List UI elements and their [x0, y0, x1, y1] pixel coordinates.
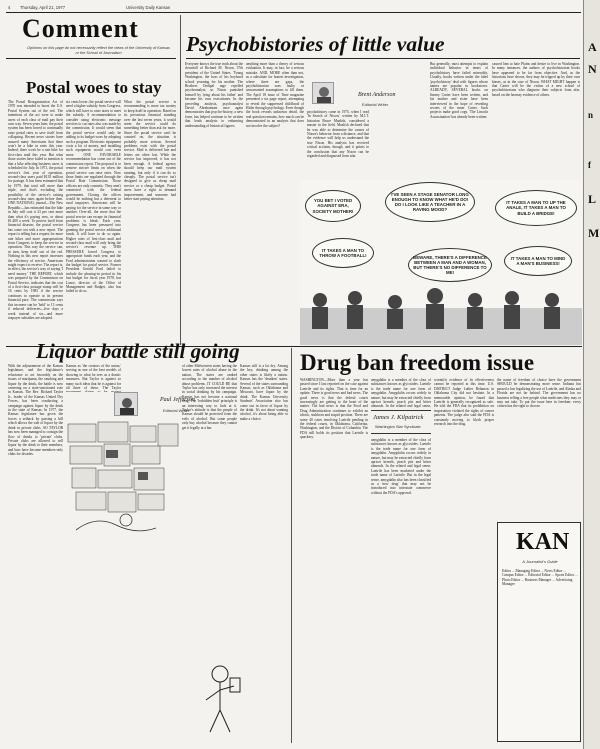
liquor-column-4: Kansas still is a lot dry. Among the key, drinking among the other states is likely a nation. Kansas has the 'drunken' states. Several of the states surrounding Kansas, such as Oklahoma and Missouri, have liquor by the drink. The Kansas University Students' Association also has come out in favor of liquor by the drink. It's not about wanting alcohol, it's about being able to make a choice. [240, 364, 288, 421]
speech-bubble-3: IT TAKES A MAN TO UP THE ANALE, IT TAKES A MAN TO BUILD A BRIDGE! [495, 190, 577, 226]
speech-bubble-4: IT TAKES A MAN TO THROW A FOOTBALL! [312, 238, 374, 268]
liquor-map-cartoon [66, 420, 180, 540]
editorial-cartoon [300, 180, 582, 345]
issue-date: Thursday, April 21, 1977 [20, 5, 66, 10]
psycho-column-1: Everyone knows the true truth about the downfall of Richard M. Nixon, 37th president of the United States. 'Young Washington, the boss of his boyhood school yearning for his mother. The Brothers Oedipal rage repelled psychoanalyst, so Nixon punished himself by lying about his father' and became his own executioner. In the preceding analysis, psychoanalyst David Abrahamsen once again demonstrates that psycho-history, a new form, has helped continue to be written that leads analysts to enhancing understanding of historical figures. [185, 62, 243, 128]
liquor-byline-name: Paul Jefferson [160, 397, 195, 403]
sliver-letter-3: n [588, 110, 594, 120]
drug-headline: Drug ban freedom issue [300, 350, 535, 375]
author-portrait [312, 82, 334, 104]
liquor-column-2: Kansas as 'the creators of the union,' serving as one of the best models of showing to what he sees as a drastic measures. But Taylor is against so many such ideas that he is against for all three of these. The Taylor [66, 364, 121, 391]
sliver-letter-2: N [588, 62, 597, 76]
page-number: 4 [8, 5, 11, 10]
speech-bubble-6: IT TAKES A MAN TO MIND A MAN'S BUSINESS! [504, 246, 572, 276]
speech-bubble-5: BEWARE, THERE'S A DIFFERENCE BETWEEN A MAN AND A WOMAN, BUT THERE'S NO DIFFERENCE TO ME! [408, 248, 492, 282]
masthead-title: Comment [22, 14, 139, 43]
psycho-rule [186, 58, 580, 59]
liquor-column-3: of other Midwestern states having the lowest rates of alcohol abuse in the nation. The states are ranked according to the number of alcohol abuse problems. IT COULD BE that Taylor has only increased the interest in social drinking by his campaign. Kansas has not become a national drug. The 'forbidden fruit' principle is an interesting way to look at it. Taylor's attitude is that the people of Kansas should be protected from the evils of alcohol. But some people only buy alcohol because they cannot get it legally at a bar. [182, 364, 237, 430]
drug-column-4: the name of freedom of choice have the government SHOULD be demonstrating more sense. Indiana has passed a law legalizing the use of Laetrile, and Alaska and Florida are not far behind. The government has no business telling a free people what medicines they may or may not take. To put the issue here in freedom: every citizen has the right to choose. [497, 378, 581, 409]
sliver-letter-6: M [588, 226, 600, 240]
psycho-column-3: psychohistory came in 1975, when I read 'In Search of Nixon,' written by M.I.T. historian Bruce Mazlish, considered a master in the field. Mazlish declared that he was able to determine the causes of Nixon's behavior from a distance, and that the evidence will help us understand the true Nixon. His analysis has received critical acclaim, though, and it points to the conclusion that any Nixon can be regarded and diagnosed from afar. [307, 110, 369, 159]
liquor-figure-drawing [190, 660, 250, 740]
liquor-drug-divider [291, 348, 292, 743]
psycho-column-4: But generally, most attempts to explain individual behavior in terms of psychohistory have failed miserably. Usually, books written under the label 'psychohistory' deal with figures whose names are popular in bookstores. ALREADY, SEVERAL books on Jimmy Carter have been written, and his mother and sister have been interviewed in the hope of revealing secrets of the inner Carter. Such projects make good copy. 'The Lincoln Assassination' has already been written. [430, 62, 488, 119]
postal-column-3: What the postal service is recommending is more tax money to keep itself in operation. Based on its precarious financial standing over the last seven years, it would seem the service could do something better than ask for more. Since the postal service can't be counted on, the situation is probably more serious. Several problems exist with the postal service. Mail is delivered late and letters are often lost. While the service has improved, it has not been enough. A federal agency should keep our mail system running, but only if it can do so cheaply. The postal service isn't designed to give us cheap mail service or a cheap budget. Postal users have a right to demand improvement, and someone had better start paying attention. [124, 100, 176, 201]
column-divider [180, 15, 181, 345]
drug-column-2b: amygdalin is a member of the class of substances known as glycosides. Laetrile is the trade name for one form of amygdalin. Amygdalin occurs widely in nature, but may be extracted chiefly from apricot kernels, peach pits and bitter almonds. In the related and legal sense, Laetrile has been marketed under the trade name of Laetrile. But in the legal sense, amygdalin also has been classified as a 'new drug' that may not be introduced into interstate commerce without the FDA's approval. [371, 438, 431, 495]
liquor-byline-title: Editorial Writer [163, 408, 190, 413]
drug-column-2: amygdalin is a member of the class of substances known as glycosides. Laetrile is the trade name for one form of amygdalin. Amygdalin occurs widely in nature, but may be extracted chiefly from apricot kernels, peach pits and bitter almonds. In the related and legal sense, [371, 378, 431, 408]
postal-headline: Postal woes to stay [26, 78, 162, 97]
psycho-headline: Psychobistories of little value [186, 32, 445, 56]
psycho-byline-name: Brent Anderson [358, 92, 396, 98]
kansan-brand: KAN [516, 529, 570, 555]
psycho-column-5: caused him to hate Plains and desire to live in Washington. In many instances, the authors of psychohistorian books have appeared to be far from objective. And, as the historians have shown, they may be tripped up by their own biases, as in the case of Nixon. WHAT MIGHT happen is that Carter will be the victim of a new school of psychohistorians who diagnose their subjects from afar, based on the hearsay evidence of others. [492, 62, 580, 97]
speech-bubble-1: YOU BET I VOTED AGAINST ERA, SOCIETY MOTHER! [305, 190, 361, 222]
drug-byline-box [371, 410, 431, 434]
postal-column-2: six cents lower; the postal service will need a higher subsidy from Congress, which will have to raise taxes to meet the subsidy. A recommendation to consider using electronic message services to cut rates also was made by the commission. It would seem that the postal service would only be adding to its budget woes by adopting such a program. Electronic equipment costs a lot of money, and installing such equipment would cost even more. ONE FAVORABLE recommendation has come out of the commission report. The proposal is to remove stricter limits on when the postal service can raise rates. Now those limits are regulated through the Postal Rate Commission. Those officers are only cosmetic. They aren't connected with the federal government. Closing the offices would be nothing but a deterrent to rural taxpayers. Americans will be paying for the service in some way or another. Over-all, the more that the postal service can escape its financial problems is bleak. Each year, Congress has been pressured into granting the postal service additional funds. It will have to do so again. Higher rates of first-class mail and second-class mail will only bring the service's revenue up. THIS PRESSURE forced Congress to appropriate funds each year, and the Ford administration wanted to slash the budget for postal service. Former President Gerald Ford failed to include the phasing-in period in his last budget for fiscal year 1978, but Lance, director of the Office of Management and Budget, also has failed to do so. [66, 100, 121, 294]
drug-column-1: WASHINGTON—More than a year has passed since I last reported on the case against Laetrile and its rights. That is time for an update. There is good news and bad news. The good news is that the federal courts increasingly are getting to the heart of the matter. The bad news is that the Food and Drug Administration continues to exhibit an idiotic, stubborn and stupid position. There are some 40 cases involving Laetrile pending in the federal courts, in Oklahoma, California, Washington, and the District of Columbia. The FDA still holds its position that Laetrile is quackery. [300, 378, 368, 440]
adjacent-page-sliver [583, 0, 600, 749]
masthead-rule [6, 58, 176, 59]
drug-column-3: scientific evidence of its effectiveness cannot be reported at this time. U.S. DISTRICT Judge Luther Bohanon in Oklahoma City did not hesitate. In a memorable opinion, he found that Laetrile is generally recognized as safe. He told the FDA that its prohibition on importation violated the rights of cancer patients. The judge also said the FDA is constantly moving to block proper research into the drug. [434, 378, 494, 427]
header-rule [6, 12, 581, 13]
postal-column-1: The Postal Reorganization Act of 1970 was intended to boost the U.S. Postal System out of the red. The intentions of the act were to make users of each class of mail pay their own way. Seven years later, the postal system has been forced to continually raise postal rates to save itself from collapsing. Recent news stories have assured many Americans that there won't be a hike in rates this year. Indeed, there won't be a rate hike for first-class mail this year. But what those stories have failed to mention is that a hike affecting business users is scheduled for July. In 1971, the postal service's first year of operation, second-class users paid $135 million for postage. It has been estimated that by 1979, that total will more than triple, and that's excluding the possibility of the service's raising second-class rates again before then. ONE NATIONAL journal—The New Republic—has estimated that the hike in July will cost it 23 per cent more than what it's paying now, or about $1,400 a week. To protect itself from financial disaster, the postal service has come out with a new report. The report is telling but a request for more rate hikes and more appropriations from Congress to keep the service in operation. This way the service can, in turn, keep itself out of the red. Nothing in this new report increases the efficiency of service. Americans might expect to receive. The report is, in effect, the service's way of saying 'I need money.' THE REPORT, which was prepared by the Commission on Postal Service, indicates that the cost of a first-class postage stamp will be 16 cents by 1985 if the service continues to operate at its present financial pace. The commission says this increase can be 'held' to 13 cents if reduced deliveries—five days a week instead of six—and more taxpayer subsidies are adopted. [8, 100, 63, 320]
sliver-letter-1: A [588, 40, 597, 54]
speech-bubble-2: I'VE SEEN A STAGE SENATOR LONG ENOUGH TO KNOW WHAT HE'D DO! DO I LOOK LIKE A TEACHER IN A RAVING MOOD? [385, 182, 475, 222]
paper-name: University Daily Kansan [126, 5, 171, 10]
liquor-column-1: With the adjournment of the Kansas legislature, and the legislature's reluctance to act favorably on the issues of marijuana, the smoking and liquor by the drink, the battle is now centering on a state-sanctioned vote in Kansas. The Rev. Richard Taylor Jr., leader of the Kansas United Dry Forces, has been conducting a campaign against liquor by the drink in the state of Kansas. In 1977, the Kansas legislature has given the forces a setback by passing a bill which allows the sale of liquor by the drink in private clubs. SO TAYLOR has now been managed to consign the flow of drinks to 'private' clubs. Private clubs are allowed to sell liquor by the drink to their members, and bars have become members-only clubs for decades. [8, 364, 63, 457]
liquor-headline: Liquor battle still going [36, 339, 240, 363]
sliver-letter-5: L [588, 192, 597, 206]
kansan-staff-list: Editor ... Managing Editor ... News Editor ... Campus Editor ... Editorial Editor ... Sports Editor ... Photo Editor ... Business Manager ... Advertising Manager [502, 569, 578, 587]
masthead-subtitle: Opinions on this page do not necessarily reflect the views of the University of Kansas or the School of Journalism [27, 46, 170, 55]
psycho-byline-title: Editorial Writer [362, 102, 389, 107]
drug-byline-title: Washington Star Syndicate [375, 425, 421, 429]
drug-byline-name: James J. Kilpatrick [373, 414, 424, 421]
psycho-column-2: anything more than a theory of serious evaluation. It may, in fact, be a serious mistake. AND, MORE often than not, as a substitute for honest investigation, where there are gaps, the psychohistorian uses faulty or unwarranted assumptions to fill them. The April 18 issue of Time magazine presented a six page report, attempting to reveal the suppressed childhood of Hitler through psychology. Even though the book reveals unknown detail, the real question remains, how much can be demonstrated in an analysis that does not involve the subject? [246, 62, 304, 128]
sliver-letter-4: f [588, 160, 591, 170]
kansan-tagline: A Journalist's Guide [522, 559, 558, 564]
liquor-author-portrait [114, 392, 138, 416]
kansan-masthead-box [497, 522, 581, 742]
